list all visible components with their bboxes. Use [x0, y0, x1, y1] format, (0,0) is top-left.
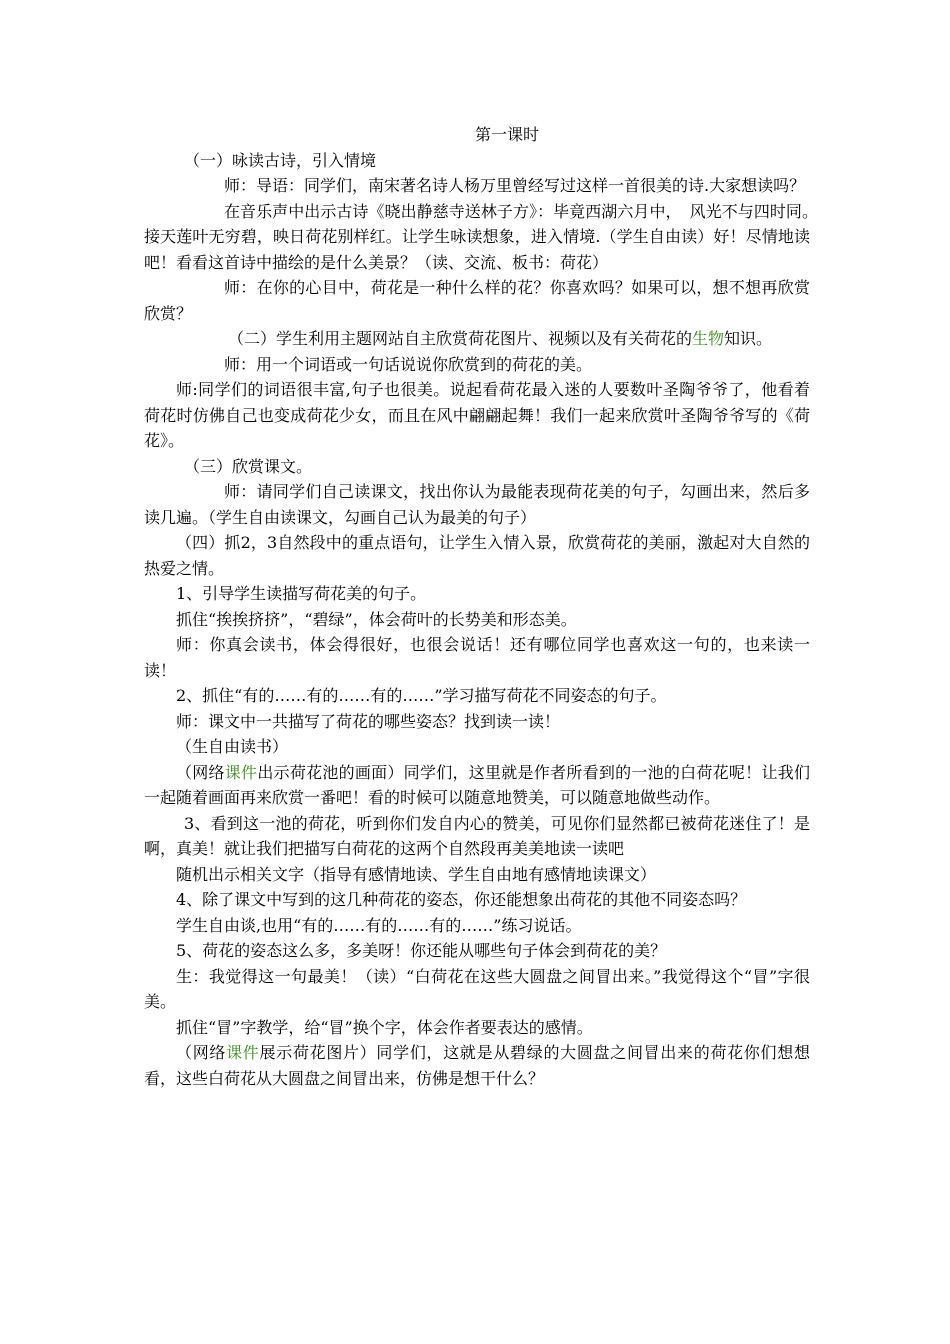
keyword-link[interactable]: 课件 [224, 762, 258, 782]
paragraph: 学生自由谈,也用“有的……有的……有的……”练习说话。 [176, 915, 582, 935]
paragraph: 5、荷花的姿态这么多，多美呀！你还能从哪些句子体会到荷花的美？ [176, 941, 667, 960]
paragraph: 师：你真会读书，体会得很好，也很会说话！还有哪位同学也喜欢这一句的，也来读一读！ [144, 635, 810, 680]
paragraph: （三）欣赏课文。 [184, 456, 313, 476]
paragraph: 随机出示相关文字（指导有感情地读、学生自由地有感情地读课文） [176, 864, 657, 884]
paragraph: 1、引导学生读描写荷花美的句子。 [176, 584, 427, 603]
paragraph: 3、看到这一池的荷花，听到你们发自内心的赞美，可见你们显然都已被荷花迷住了！是啊，真美！就让我们把描写白荷花的这两个自然段再美美地读一读吧 [144, 813, 810, 858]
paragraph: （四）抓2，3自然段中的重点语句，让学生入情入景，欣赏荷花的美丽，激起对大自然的热爱之情。 [144, 533, 810, 578]
paragraph: 师:同学们的词语很丰富,句子也很美。说起看荷花最入迷的人要数叶圣陶爷爷了，他看着荷花时仿佛自己也变成荷花少女，而且在风中翩翩起舞！我们一起来欣赏叶圣陶爷爷写的《荷花》。 [144, 380, 810, 450]
document-page [144, 122, 827, 1091]
paragraph [144, 1040, 810, 1091]
paragraph: 师：在你的心目中，荷花是一种什么样的花？你喜欢吗？如果可以，想不想再欣赏欣赏？ [144, 278, 810, 323]
paragraph [144, 760, 810, 811]
paragraph-text: 展示荷花图片）同学们，这就是从碧绿的大圆盘之间冒出来的荷花你们想想看，这些白荷花从大圆盘之间冒出来，仿佛是想干什么？ [144, 1043, 810, 1088]
paragraph-text: 知识。 [724, 329, 773, 348]
paragraph: 在音乐声中出示古诗《晓出静慈寺送林子方》：毕竟西湖六月中， 风光不与四时同。 接天莲叶无穷碧，映日荷花别样红。让学生咏读想象，进入情境.（学生自由读）好！尽情地读吧！看看这首诗中描绘的是什么美景？（读、交流、板书：荷花） [144, 201, 827, 272]
paragraph-text: （网络 [176, 762, 225, 782]
paragraph: 生：我觉得这一句最美！（读）“白荷花在这些大圆盘之间冒出来。”我觉得这个“冒”字很美。 [144, 966, 810, 1011]
keyword-link[interactable]: 生物 [692, 329, 725, 348]
paragraph: （生自由读书） [176, 737, 289, 756]
paragraph: 2、抓住“有的……有的……有的……”学习描写荷花不同姿态的句子。 [176, 686, 667, 705]
paragraph: 师：请同学们自己读课文，找出你认为最能表现荷花美的句子，勾画出来，然后多读几遍。（学生自由读课文，勾画自己认为最美的句子） [144, 482, 810, 527]
paragraph: 师：课文中一共描写了荷花的哪些姿态？找到读一读！ [176, 711, 561, 731]
paragraph-text: （网络 [176, 1043, 227, 1062]
paragraph-text: （二）学生利用主题网站自主欣赏荷花图片、视频以及有关荷花的 [228, 329, 693, 348]
lesson-body [144, 148, 827, 1092]
lesson-title: 第一课时 [474, 125, 539, 144]
paragraph: （一）咏读古诗，引入情境 [184, 150, 377, 170]
paragraph [144, 326, 810, 352]
paragraph: 师：导语：同学们，南宋著名诗人杨万里曾经写过这样一首很美的诗.大家想读吗？ [224, 176, 806, 195]
paragraph: 抓住“冒”字教学，给“冒”换个字，体会作者要表达的感情。 [176, 1017, 593, 1037]
paragraph: 4、除了课文中写到的这几种荷花的姿态，你还能想象出荷花的其他不同姿态吗？ [176, 890, 747, 909]
paragraph: 师：用一个词语或一句话说说你欣赏到的荷花的美。 [224, 354, 593, 374]
paragraph: 抓住“挨挨挤挤”，“碧绿”，体会荷叶的长势美和形态美。 [176, 609, 577, 629]
keyword-link[interactable]: 课件 [226, 1043, 260, 1062]
paragraph-text: 出示荷花池的画面）同学们，这里就是作者所看到的一池的白荷花呢！让我们一起随着画面再来欣赏一番吧！看的时候可以随意地赞美，可以随意地做些动作。 [144, 762, 810, 807]
